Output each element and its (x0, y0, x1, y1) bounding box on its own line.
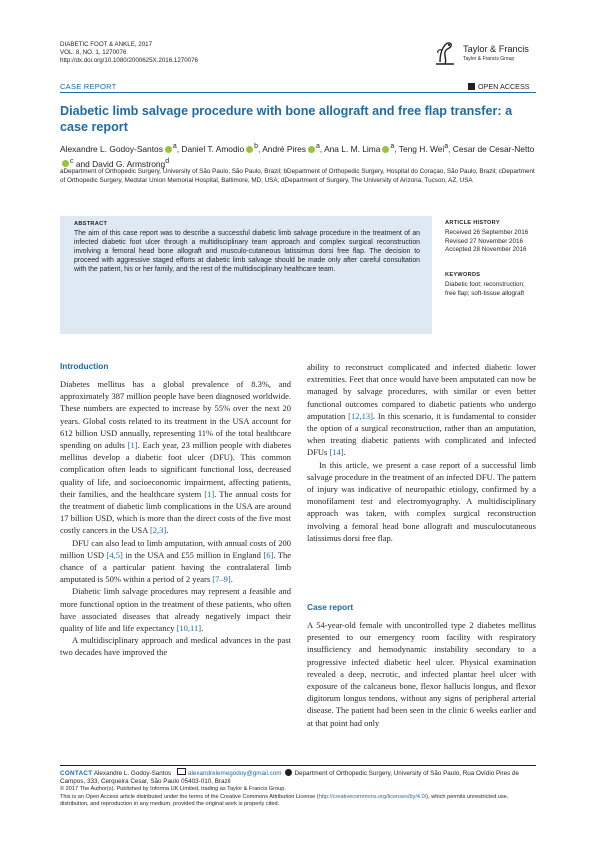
open-access-icon (468, 83, 475, 90)
author-name[interactable]: and David G. Armstrong (73, 158, 166, 169)
citation-link[interactable]: [14] (329, 447, 344, 458)
text-run: Diabetes mellitus has a global prevalence of 8.3%, and approximately 387 million people have been diagnosed worldwide. These numbers are expected to increase by 55% over the next 20 years. Global costs related to its treatment in the USA account for 612 billion USD annually, representing 11% of the total healthcare spending on adults (60, 379, 291, 451)
contact-block (60, 768, 536, 787)
history-heading: ARTICLE HISTORY (445, 220, 500, 226)
text-run: in the USA and £55 million in England (122, 549, 264, 560)
affiliations: aDepartment of Orthopedic Surgery, University of São Paulo, São Paulo, Brazil; bDepartment of Orthopedic Surgery, Hospital do Coraçao, São Paulo, Brazil; cDepartment of Orthopedic Surgery, Medstar Union Memorial Hospital, Baltimore, MD, USA; dDepartment of Surgery, The University of Arizona, Tucson, AZ, USA (60, 168, 535, 184)
author-affil-sup: b (254, 143, 259, 150)
author-affil-sup: c (70, 157, 74, 165)
citation-link[interactable]: [1] (127, 440, 138, 451)
right-column (307, 361, 536, 544)
keywords-heading: KEYWORDS (445, 272, 481, 278)
author-affil-sup: a (172, 143, 177, 150)
paragraph: A 54-year-old female with uncontrolled type 2 diabetes mellitus presented to our emergency room facility with respiratory insufficiency and hemodynamic instability secondary to a progressive infected diabetic heel ulcer. Physical examination revealed a deep, necrotic, and infected plantar heel ulcer with exposure of the calcaneus bone, flexor hallucis longus, and flexor digitorum longus tendons, without any signs of peripheral arterial disease. The patient had been seen in the clinic 6 weeks earlier and at that point had only (307, 620, 536, 728)
text-run: Diabetic limb salvage procedures may represent a feasible and more functional option in the treatment of these patients, who often have associated diseases that already negatively impact their quality of life and life expectancy (60, 586, 291, 634)
footer-rule (60, 765, 536, 766)
abstract-heading: ABSTRACT (74, 221, 108, 227)
text-run: ), which permits unrestricted use, distribution, and reproduction in any medium, provided the original work is properly cited. (60, 793, 509, 808)
license-link[interactable]: http://creativecommons.org/licenses/by/4.0/ (318, 793, 427, 800)
text-run: This is an Open Access article distributed under the terms of the Creative Commons Attribution License ( (60, 793, 319, 800)
publisher-logo (432, 40, 542, 68)
history-revised: Revised 27 November 2016 (445, 237, 524, 245)
citation-link[interactable]: [4,5] (106, 549, 123, 560)
text-run: DFU can also lead to limb amputation, with annual costs of 200 million USD (60, 537, 291, 560)
author-list (60, 141, 540, 170)
open-access-badge (468, 82, 530, 91)
article-history (445, 229, 528, 255)
paragraph: A multidisciplinary approach and medical advances in the past two decades have improved the (60, 635, 291, 658)
contact-label: CONTACT (60, 770, 93, 777)
citation-link[interactable]: [1] (204, 488, 215, 499)
author-name[interactable]: , Cesar de Cesar-Netto (448, 143, 535, 154)
paragraph (60, 585, 291, 634)
address-icon (285, 769, 292, 776)
left-column (60, 378, 291, 659)
paragraph (307, 361, 536, 459)
journal-name: DIABETIC FOOT & ANKLE, 2017 (60, 41, 153, 48)
text-run: . (201, 623, 204, 634)
author-name[interactable]: , Teng H. Wei (394, 143, 445, 154)
orcid-icon[interactable] (165, 146, 172, 153)
text-run: . In this scenario, it is fundamental to consider the option of a surgical reconstruction, rather than an amputation, when treating diabetic patients with complicated and infected DFUs (307, 410, 536, 458)
author-name[interactable]: , Daniel T. Amodio (176, 143, 245, 154)
orcid-icon[interactable] (308, 146, 315, 153)
journal-info (60, 41, 198, 66)
author-name[interactable]: , Ana L. M. Lima (319, 143, 381, 154)
journal-doi[interactable]: http://dx.doi.org/10.1080/2000625X.2016.1270076 (60, 57, 198, 65)
contact-name: Alexandre L. Godoy-Santos (92, 770, 173, 777)
open-access-label: OPEN ACCESS (478, 82, 530, 91)
header-rule (60, 92, 536, 93)
publisher-group: Taylor & Francis Group (463, 56, 515, 62)
author-name[interactable]: Alexandre L. Godoy-Santos (60, 143, 163, 154)
text-run: . (230, 574, 233, 585)
author-affil-sup: a (315, 143, 320, 150)
orcid-icon[interactable] (62, 160, 69, 167)
text-run: . Each year, 23 million people with diabetes mellitus develop a diabetic foot ulcer (DFU). This common complication often leads to significant functional loss, decreased quality of life, and socioeconomic impairment, affecting patients, their families, and the healthcare system (60, 440, 292, 499)
citation-link[interactable]: [7–9] (212, 574, 231, 585)
section-heading-introduction: Introduction (60, 361, 109, 371)
text-run: . The chance of a particular patient having the contralateral limb amputated is 50% within a period of 2 years (60, 549, 291, 585)
section-heading-case-report: Case report (307, 602, 354, 612)
publisher-name: Taylor & Francis (463, 44, 529, 54)
citation-link[interactable]: [6] (263, 549, 274, 560)
citation-link[interactable]: [12,13] (348, 410, 373, 421)
copyright-block (60, 786, 536, 809)
history-accepted: Accepted 28 November 2016 (445, 246, 527, 254)
keywords-text: Diabetic foot; reconstruction; free flap; soft-tissue allograft (445, 281, 525, 297)
citation-link[interactable]: [2,3] (149, 525, 167, 536)
text-run: . (166, 525, 169, 536)
taylor-francis-logo-icon (432, 40, 458, 68)
contact-department: Department of Orthopedic Surgery, University of São Paulo, Rua Ovídio Pires de Campos, 333, Cerqueira Cesar, São Paulo 05403-010, Brazil (60, 770, 520, 786)
history-received: Received 26 September 2016 (445, 229, 529, 236)
orcid-icon[interactable] (246, 146, 253, 153)
text-run: ability to reconstruct complicated and infected diabetic lower extremities. Feet that once would have been amputated can now be managed by salvage procedures, with similar or even better functional outcomes compared to diabetic patients who undergo amputation (307, 362, 536, 421)
paragraph (60, 378, 291, 537)
text-run: . (343, 447, 346, 458)
author-name[interactable]: , André Pires (258, 143, 306, 154)
copyright-line: © 2017 The Author(s). Published by Informa UK Limited, trading as Taylor & Francis Group. (60, 786, 286, 792)
contact-email-link[interactable]: alexandrelemegodoy@gmail.com (187, 770, 282, 777)
text-run: . The annual costs for the treatment of diabetic limb complications in the USA are around 17 billion USD, which is more than the direct costs of the five most costly cancers in the USA (60, 488, 291, 536)
author-affil-sup: d (165, 157, 170, 165)
license-line (60, 794, 536, 809)
article-type: CASE REPORT (60, 82, 117, 91)
article-title: Diabetic limb salvage procedure with bone allograft and free flap transfer: a case report (60, 104, 513, 134)
envelope-icon (177, 768, 186, 775)
orcid-icon[interactable] (382, 146, 389, 153)
abstract-text: The aim of this case report was to describe a successful diabetic limb salvage procedure in the treatment of an infected diabetic foot ulcer through a multidisciplinary team approach and complex surgical reconstruction involving a femoral head bone allograft and musculo-cutaneous latissimus dorsi free flap. The decision to proceed with aggressive staged efforts at diabetic limb salvage should be made only after careful consultation with the patient, his or her family, and the rest of the multidisciplinary healthcare team. (74, 230, 420, 274)
author-affil-sup: a (390, 143, 395, 150)
paragraph (60, 537, 291, 586)
journal-volume: VOL. 8, NO. 1, 1270076 (60, 49, 127, 57)
right-column-case (307, 619, 536, 729)
citation-link[interactable]: [10,11] (176, 623, 202, 634)
abstract-box (60, 216, 432, 334)
paragraph: In this article, we present a case report of a successful limb salvage procedure in the treatment of an infected DFU. The pattern of injury was indicative of neuropathic etiology, confirmed by a monofilament test and electromyography. A multidisciplinary approach was taken, with complex surgical reconstruction involving a femoral head bone allograft and musculocutaneous latissimus dorsi free flap. (307, 459, 536, 543)
author-affil-sup: a (444, 143, 449, 150)
